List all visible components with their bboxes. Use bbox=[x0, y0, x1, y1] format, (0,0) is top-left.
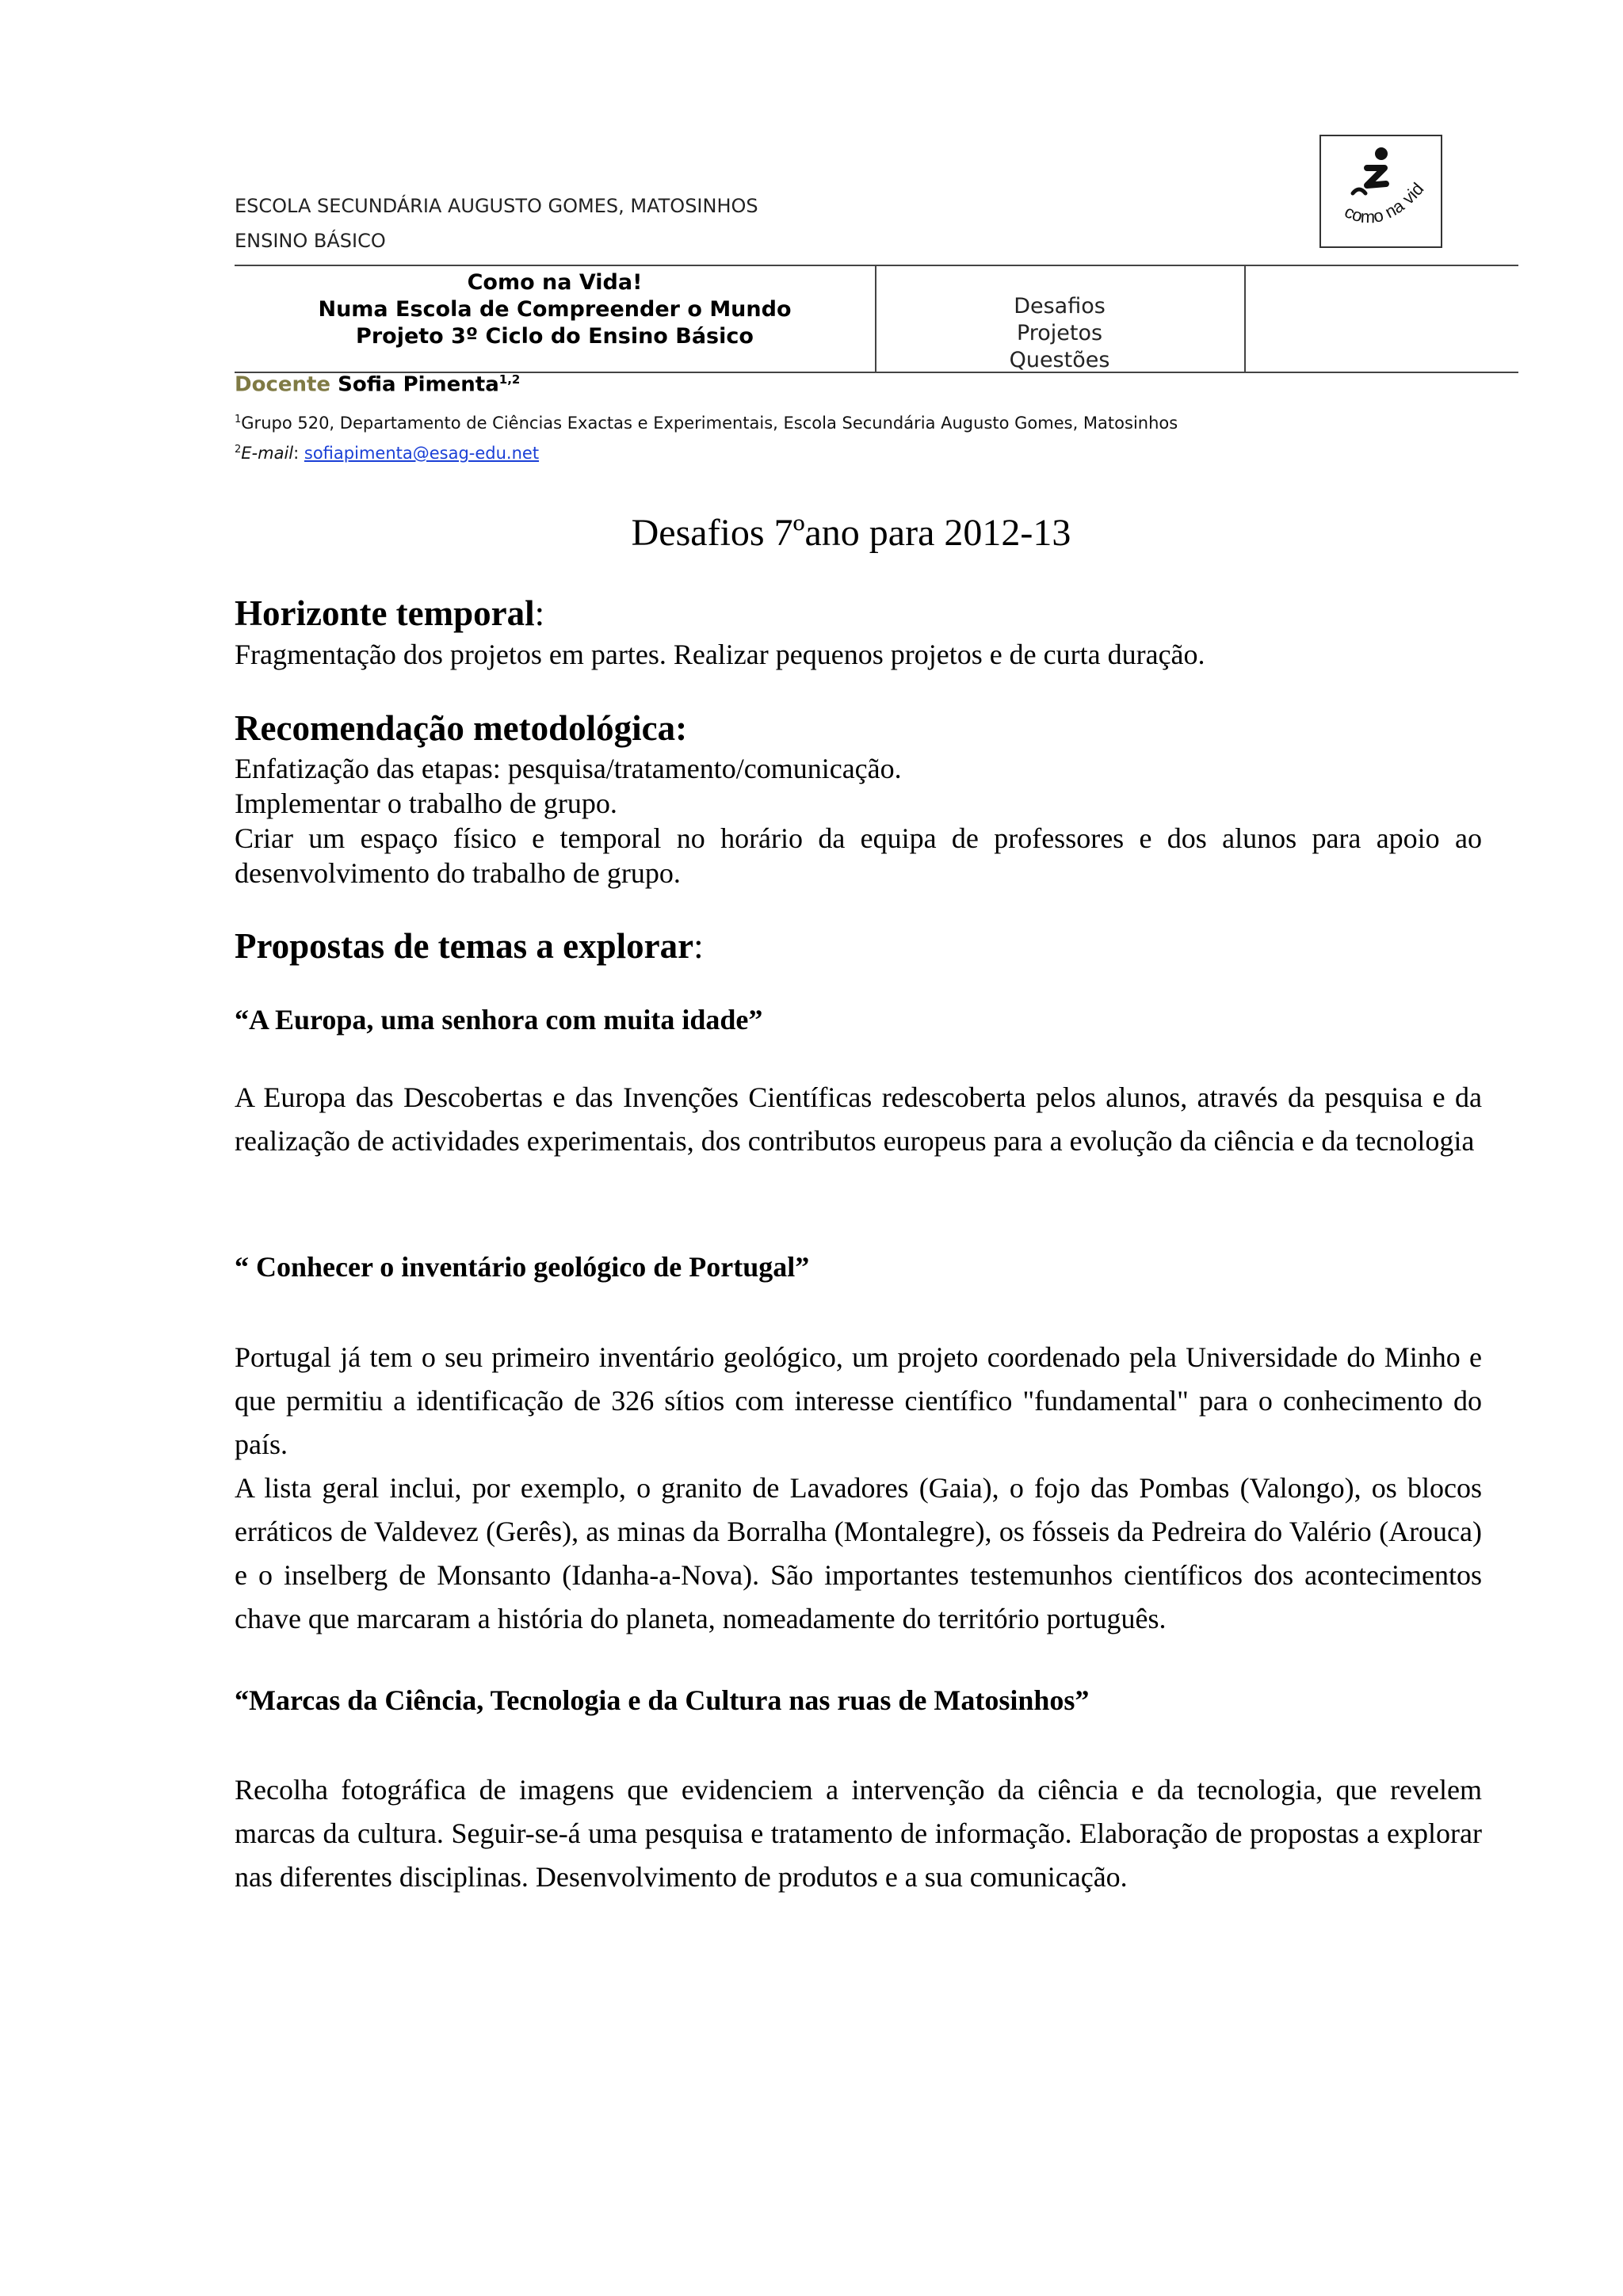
section-menu bbox=[875, 293, 1244, 374]
author-line bbox=[235, 372, 520, 397]
header-table bbox=[235, 265, 1518, 372]
author-footnote-marks: 1,2 bbox=[498, 372, 521, 387]
theme-title: “Marcas da Ciência, Tecnologia e da Cultura nas ruas de Matosinhos” bbox=[235, 1684, 1090, 1716]
heading-text: Propostas de temas a explorar bbox=[235, 926, 694, 966]
email-line: $^2$E-mail: sofiapimenta@esag-edu.net bbox=[235, 444, 540, 463]
affiliation-mark: 1 bbox=[235, 414, 242, 425]
divider bbox=[1244, 265, 1246, 372]
school-name: ESCOLA SECUNDÁRIA AUGUSTO GOMES, MATOSINHOS bbox=[235, 195, 758, 217]
heading-colon: : bbox=[693, 926, 704, 966]
menu-item-questoes[interactable]: Questões bbox=[1009, 348, 1110, 372]
author-label: Docente bbox=[235, 372, 331, 397]
section-heading-propostas bbox=[235, 925, 704, 967]
email-mark: 2 bbox=[235, 444, 242, 456]
svg-text:como na vida: como na vid bbox=[1341, 178, 1428, 227]
heading-colon: : bbox=[534, 593, 545, 633]
recomendacao-list bbox=[235, 751, 1482, 891]
menu-item-desafios[interactable]: Desafios bbox=[1014, 294, 1106, 318]
affiliation-text: Grupo 520, Departamento de Ciências Exactas e Experimentais, Escola Secundária Augusto Gomes, Matosinhos bbox=[241, 414, 1178, 433]
como-na-vida-logo-icon bbox=[1321, 136, 1441, 246]
divider bbox=[235, 265, 1518, 266]
theme-paragraph: Portugal já tem o seu primeiro inventário geológico, um projeto coordenado pela Universidade do Minho e que permitiu a identificação de 326 sítios com interesse científico "fundamental" para o conhecimento do país. bbox=[235, 1341, 1482, 1460]
recomendacao-line: Enfatização das etapas: pesquisa/tratamento/comunicação. bbox=[235, 753, 902, 784]
email-link[interactable]: sofiapimenta@esag-edu.net bbox=[304, 444, 540, 463]
project-subtitle: Numa Escola de Compreender o Mundo bbox=[318, 297, 792, 322]
section-heading-horizonte bbox=[235, 593, 544, 634]
recomendacao-line: Criar um espaço físico e temporal no horário da equipa de professores e dos alunos para apoio ao desenvolvimento do trabalho de grupo. bbox=[235, 822, 1482, 889]
project-cycle: Projeto 3º Ciclo do Ensino Básico bbox=[356, 324, 754, 349]
project-title: Como na Vida! bbox=[467, 270, 643, 295]
logo bbox=[1319, 135, 1442, 248]
theme-title: “A Europa, uma senhora com muita idade” bbox=[235, 1004, 763, 1035]
horizonte-text: Fragmentação dos projetos em partes. Realizar pequenos projetos e de curta duração. bbox=[235, 639, 1205, 670]
menu-item-projetos[interactable]: Projetos bbox=[1016, 321, 1103, 345]
school-level: ENSINO BÁSICO bbox=[235, 230, 386, 252]
page-title: Desafios 7ºano para 2012-13 bbox=[631, 512, 1071, 554]
theme-paragraph: A lista geral inclui, por exemplo, o granito de Lavadores (Gaia), o fojo das Pombas (Valongo), os blocos erráticos de Valdevez (Gerês), as minas da Borralha (Montalegre), os fósseis da Pedreira do Valério (Arouca) e o inselberg de Monsanto (Idanha-a-Nova). São importantes testemunhos científicos dos acontecimentos chave que marcaram a história do planeta, nomeadamente do território português. bbox=[235, 1472, 1482, 1634]
recomendacao-line: Implementar o trabalho de grupo. bbox=[235, 788, 617, 819]
author-name: Sofia Pimenta bbox=[338, 372, 499, 397]
project-info bbox=[235, 269, 875, 350]
email-label: E-mail bbox=[241, 444, 294, 463]
theme-title: “ Conhecer o inventário geológico de Portugal” bbox=[235, 1251, 810, 1283]
affiliation bbox=[235, 414, 1178, 433]
theme-paragraph: Recolha fotográfica de imagens que evidenciem a intervenção da ciência e da tecnologia, que revelem marcas da cultura. Seguir-se-á uma pesquisa e tratamento de informação. Elaboração de propostas a explorar nas diferentes disciplinas. Desenvolvimento de produtos e a sua comunicação. bbox=[235, 1774, 1482, 1893]
heading-text: Horizonte temporal bbox=[235, 593, 535, 633]
theme-paragraph: A Europa das Descobertas e das Invenções Científicas redescoberta pelos alunos, através da pesquisa e da realização de actividades experimentais, dos contributos europeus para a evolução da ciência e da tecnologia bbox=[235, 1081, 1482, 1157]
section-heading-recomendacao: Recomendação metodológica: bbox=[235, 708, 688, 748]
